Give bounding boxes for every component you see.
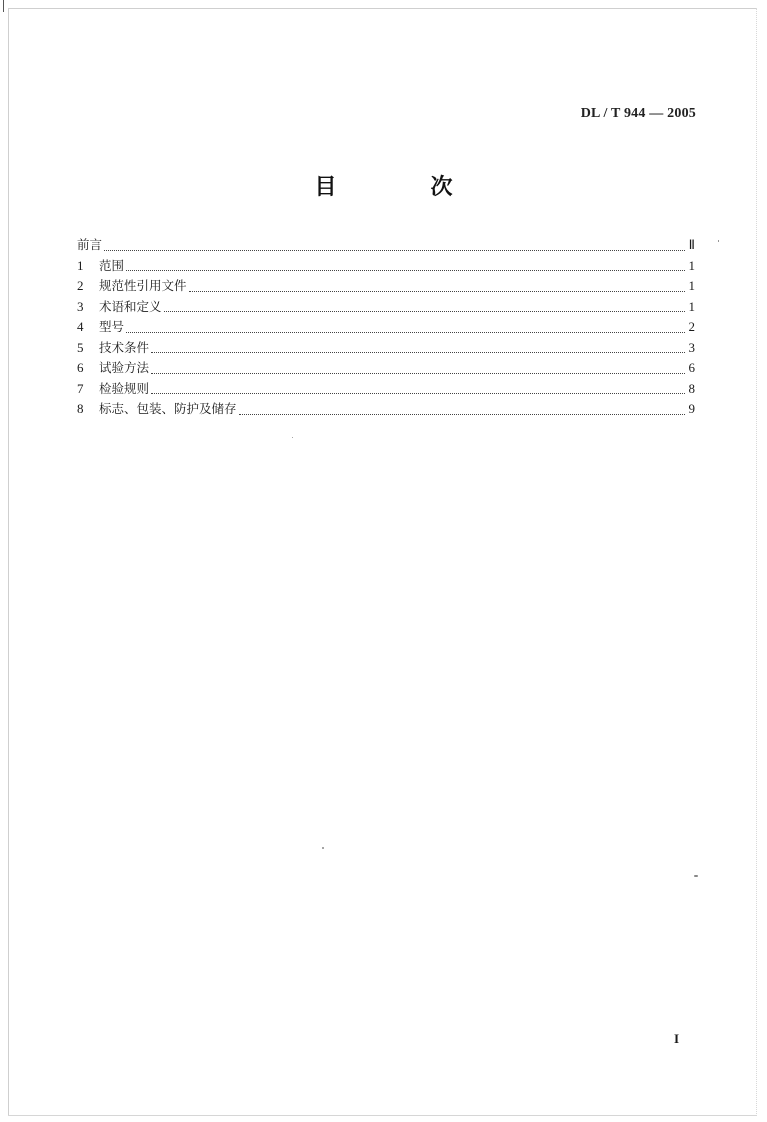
toc-entry-page: 1: [688, 298, 695, 314]
toc-entry-label: 技术条件: [99, 339, 150, 355]
toc-entry-page: 2: [688, 319, 695, 334]
toc-entry-7[interactable]: [77, 379, 695, 400]
scan-border-bottom: [8, 1115, 757, 1116]
toc-entry-page: Ⅱ: [688, 237, 695, 252]
toc-entry-page: 6: [688, 360, 695, 375]
toc-entry-number: 1: [77, 257, 84, 273]
toc-entry-number: 6: [77, 360, 84, 375]
toc-entry-5[interactable]: [77, 338, 695, 359]
toc-entry-1[interactable]: [77, 256, 695, 277]
toc-entry-page: 8: [688, 380, 695, 396]
toc-entry-label: 型号: [99, 319, 125, 334]
toc-entry-3[interactable]: [77, 297, 695, 318]
toc-leader-dots: [164, 311, 685, 312]
toc-entry-foreword[interactable]: [77, 235, 695, 256]
scan-speck: [694, 875, 698, 877]
toc-entry-number: 3: [77, 298, 84, 314]
toc-entry-number: 2: [77, 278, 84, 293]
toc-entry-label: 检验规则: [99, 380, 150, 396]
page-number: I: [673, 1031, 679, 1046]
scan-speck: [322, 847, 324, 849]
toc-entry-page: 1: [688, 278, 695, 293]
toc-entry-2[interactable]: [77, 276, 695, 297]
toc-leader-dots: [126, 332, 685, 333]
toc-entry-label: 术语和定义: [99, 298, 162, 314]
toc-title: 目 次: [314, 175, 489, 200]
toc-leader-dots: [126, 270, 685, 271]
toc-entry-label: 试验方法: [99, 360, 150, 375]
scan-speck: [292, 437, 293, 438]
toc-leader-dots: [189, 291, 685, 292]
toc-entry-4[interactable]: [77, 317, 695, 338]
scan-speck: [718, 240, 719, 242]
toc-entry-page: 3: [688, 339, 695, 355]
toc-leader-dots: [151, 352, 685, 353]
toc-leader-dots: [104, 250, 685, 251]
document-code: DL / T 944 — 2005: [580, 106, 696, 121]
toc-leader-dots: [151, 393, 685, 394]
toc-entry-number: 7: [77, 380, 84, 396]
toc-entry-number: 8: [77, 401, 84, 416]
toc-entry-label: 规范性引用文件: [99, 278, 187, 293]
toc-leader-dots: [151, 373, 685, 374]
toc-entry-number: 4: [77, 319, 84, 334]
toc-entry-number: 5: [77, 339, 84, 355]
toc-entry-page: 9: [688, 401, 695, 416]
scan-border-top: [8, 8, 757, 9]
toc-entry-label: 前言: [77, 237, 103, 252]
toc-entry-page: 1: [688, 257, 695, 273]
scan-corner-mark: [3, 0, 4, 12]
toc-entry-label: 范围: [99, 257, 125, 273]
table-of-contents: [77, 235, 695, 420]
toc-leader-dots: [239, 414, 685, 415]
toc-entry-label: 标志、包装、防护及储存: [99, 401, 237, 416]
toc-entry-6[interactable]: [77, 358, 695, 379]
toc-entry-8[interactable]: [77, 399, 695, 420]
